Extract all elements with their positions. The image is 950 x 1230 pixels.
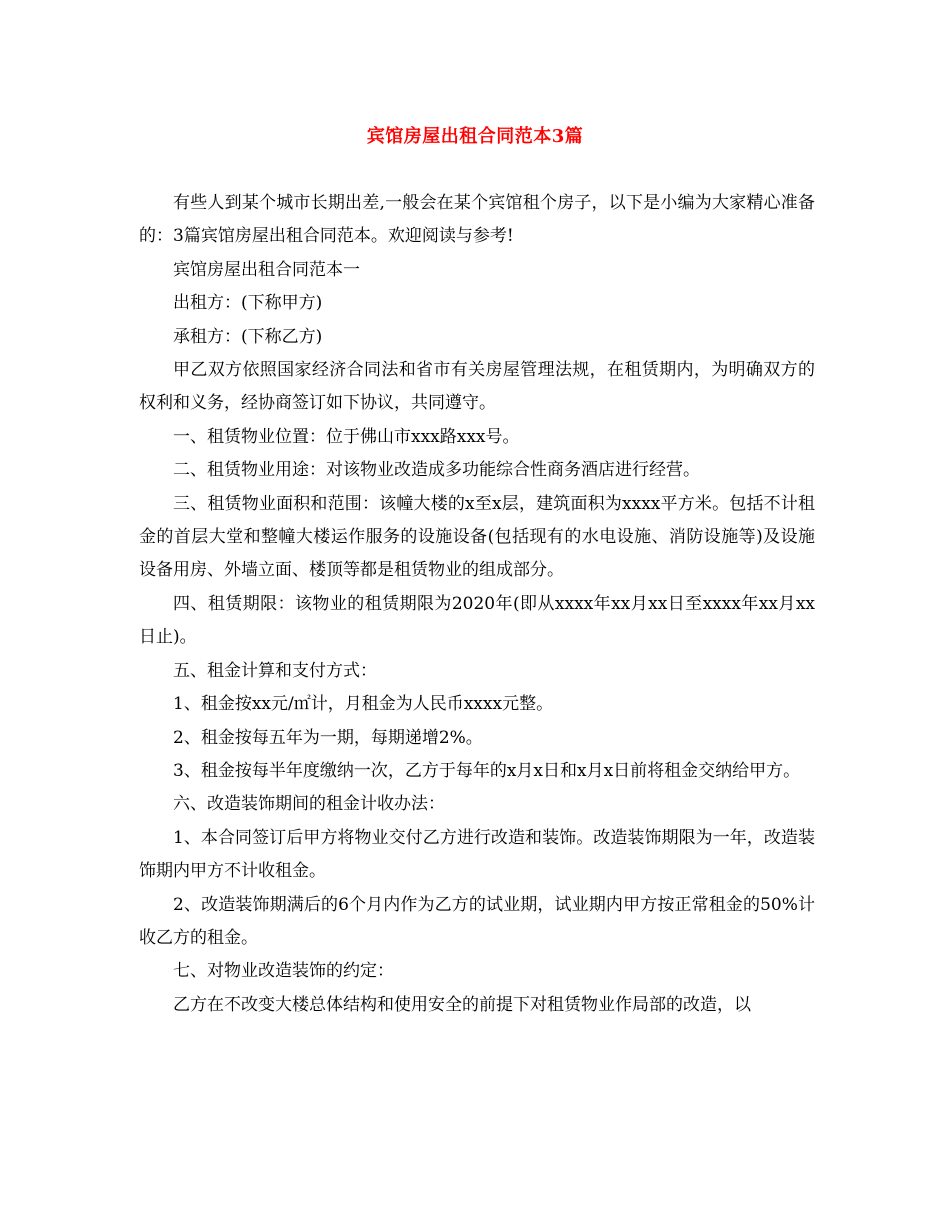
paragraph-clause-6-1: 1、本合同签订后甲方将物业交付乙方进行改造和装饰。改造装饰期限为一年，改造装饰期内甲方不计收租金。 — [139, 827, 815, 882]
paragraph-clause-5: 五、租金计算和支付方式： — [173, 660, 377, 681]
paragraph-clause-5-1: 1、租金按xx元/㎡计，月租金为人民币xxxx元整。 — [173, 694, 554, 715]
paragraph-preamble: 甲乙双方依照国家经济合同法和省市有关房屋管理法规，在租赁期内，为明确双方的权利和义务，经协商签订如下协议，共同遵守。 — [139, 360, 815, 414]
document-body — [139, 187, 815, 1022]
paragraph-clause-7: 七、对物业改造装饰的约定： — [173, 961, 394, 982]
paragraph-lessee: 承租方：(下称乙方) — [173, 326, 323, 347]
paragraph-lessor: 出租方：(下称甲方) — [173, 293, 323, 314]
paragraph-intro: 有些人到某个城市长期出差,一般会在某个宾馆租个房子，以下是小编为大家精心准备的：3篇宾馆房屋出租合同范本。欢迎阅读与参考! — [139, 193, 815, 247]
paragraph-clause-7-body: 乙方在不改变大楼总体结构和使用安全的前提下对租赁物业作局部的改造，以 — [173, 994, 751, 1015]
document-title: 宾馆房屋出租合同范本3篇 — [366, 126, 584, 147]
paragraph-section-heading: 宾馆房屋出租合同范本一 — [173, 259, 360, 280]
paragraph-clause-2: 二、租赁物业用途：对该物业改造成多功能综合性商务酒店进行经营。 — [173, 460, 700, 481]
paragraph-clause-1: 一、租赁物业位置：位于佛山市xxx路xxx号。 — [173, 426, 520, 447]
paragraph-clause-4: 四、租赁期限：该物业的租赁期限为2020年(即从xxxx年xx月xx日至xxxx年xx月xx日止)。 — [139, 593, 815, 648]
paragraph-clause-6: 六、改造装饰期间的租金计收办法： — [173, 794, 445, 815]
paragraph-clause-6-2: 2、改造装饰期满后的6个月内作为乙方的试业期，试业期内甲方按正常租金的50%计收乙方的租金。 — [139, 894, 815, 948]
paragraph-clause-5-3: 3、租金按每半年度缴纳一次，乙方于每年的x月x日和x月x日前将租金交纳给甲方。 — [173, 760, 801, 781]
paragraph-clause-5-2: 2、租金按每五年为一期，每期递增2%。 — [173, 727, 483, 748]
paragraph-clause-3: 三、租赁物业面积和范围：该幢大楼的x至x层，建筑面积为xxxx平方米。包括不计租金的首层大堂和整幢大楼运作服务的设施设备(包括现有的水电设施、消防设施等)及设施设备用房、外墙立面、楼顶等都是租赁物业的组成部分。 — [139, 493, 815, 581]
